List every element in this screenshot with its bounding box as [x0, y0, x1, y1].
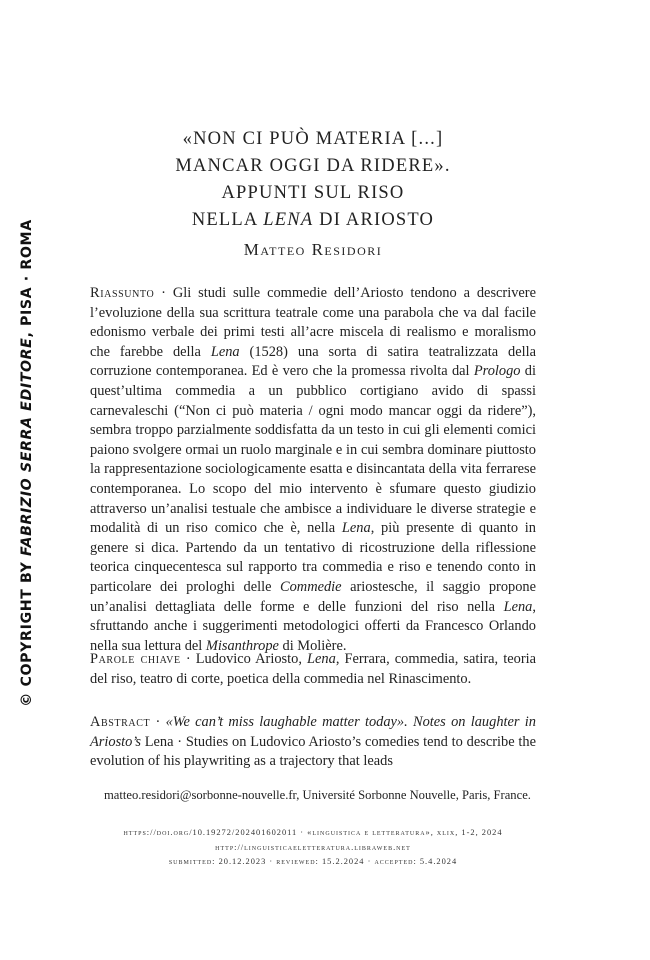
doi-line[interactable]: https://doi.org/10.19272/202401602011 · «linguistica e letteratura», xlix, 1-2, 2024: [123, 828, 503, 837]
publisher-name: FABRIZIO SERRA EDITORE: [19, 337, 36, 556]
keywords-label: Parole chiave: [90, 651, 181, 667]
title-line-1: «NON CI PUÒ MATERIA [...]: [182, 129, 444, 149]
title-line-3: APPUNTI SUL RISO: [221, 183, 405, 203]
riassunto-paragraph: Riassunto · Gli studi sulle commedie dell’Ariosto tendono a descrivere l’evoluzione della sua scrittura teatrale come una parabola che va dal facile edonismo verbale dei primi testi all’acre miscela di realismo e moralismo che farebbe della Lena (1528) una sorta di satira teatralizzata della corruzione contemporanea. Ed è vero che la promessa rivolta dal Prologo di quest’ultima commedia a un pubblico cortigiano avido di spassi carnevaleschi (“Non ci può materia / ogni modo mancar oggi da ridere”), sembra troppo parzialmente soddisfatta da un testo in cui gli elementi comici paiono svolgere ormai un ruolo marginale e in cui sembra dominare piuttosto la rappresentazione sociologicamente esatta e disincantata della vita ferrarese contemporanea. Lo scopo del mio intervento è sfumare questo giudizio attraverso un’analisi testuale che ambisce a individuare le diverse strategie e modalità di un riso comico che è, nella Lena, più presente di quanto in genere si dica. Partendo da un tentativo di ricostruzione della riflessione teorica cinquecentesca sul rapporto tra commedia e riso e tenendo conto in particolare dei prologhi delle Commedie ariostesche, il saggio propone un’analisi dettagliata delle forme e delle funzioni del riso nella Lena, sfruttando anche i suggerimenti metodologici offerti da Francesco Orlando nella sua lettura del Misanthrope di Molière.: [90, 285, 536, 654]
abstract-paragraph: Abstract · «We can’t miss laughable matter today». Notes on laughter in Ariosto’s Lena · Studies on Ludovico Ariosto’s comedies tend to describe the evolution of his playwriting as a trajectory that leads: [90, 714, 536, 770]
publication-footer: [90, 826, 536, 870]
title-line-4: NELLA LENA DI ARIOSTO: [191, 210, 435, 230]
title-line-2: MANCAR OGGI DA RIDERE».: [175, 156, 451, 176]
author-name: Matteo Residori: [243, 240, 383, 259]
journal-url[interactable]: http://linguisticaeletteratura.libraweb.net: [215, 842, 411, 852]
copyright-text: © COPYRIGHT BY FABRIZIO SERRA EDITORE, PISA · ROMA: [19, 218, 36, 707]
abstract-label: Abstract: [90, 714, 151, 730]
keywords-paragraph: Parole chiave · Ludovico Ariosto, Lena, Ferrara, commedia, satira, teoria del riso, teatro di corte, poetica della commedia nel Rinascimento.: [90, 651, 537, 687]
riassunto-label: Riassunto: [90, 285, 155, 301]
copyright-sidebar: [13, 215, 41, 710]
review-dates: submitted: 20.12.2023 · reviewed: 15.2.2024 · accepted: 5.4.2024: [168, 857, 458, 866]
author-affiliation-footnote: matteo.residori@sorbonne-nouvelle.fr, Université Sorbonne Nouvelle, Paris, France.: [104, 788, 531, 802]
article-title: [90, 126, 536, 234]
